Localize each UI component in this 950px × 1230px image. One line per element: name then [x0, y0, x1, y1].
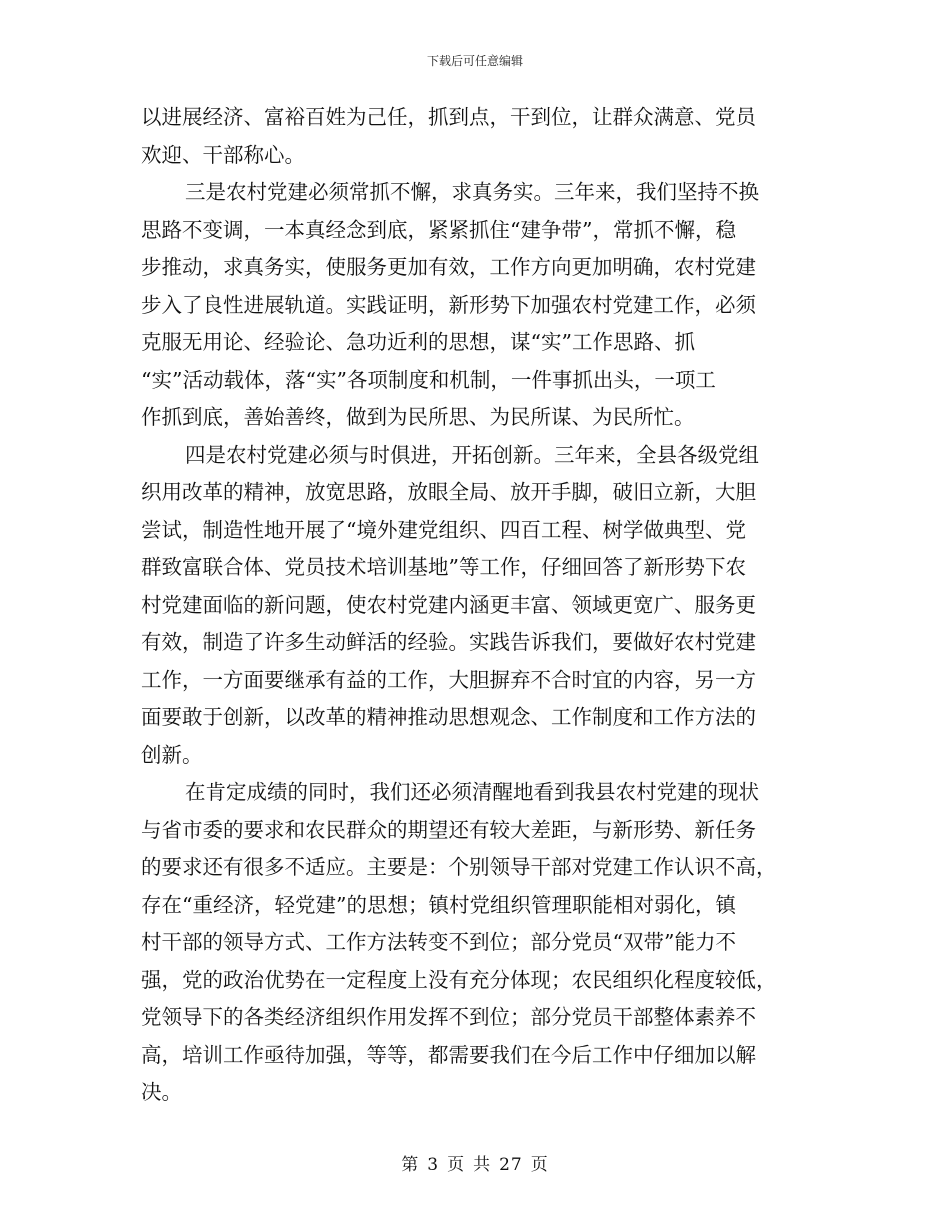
- footer-page-word: 页: [447, 1155, 466, 1175]
- text-line: 工作，一方面要继承有益的工作，大胆摒弃不合时宜的内容，另一方: [141, 667, 756, 692]
- text-line: 村党建面临的新问题，使农村党建内涵更丰富、领域更宽广、服务更: [141, 592, 756, 617]
- text-line: 步推动，求真务实，使服务更加有效，工作方向更加明确，农村党建: [141, 255, 756, 279]
- text-line: 决。: [141, 1080, 182, 1104]
- text-line: 思路不变调，一本真经念到底，紧紧抓住“建争带”，常抓不懈，稳: [141, 217, 736, 242]
- text-line: 的要求还有很多不适应。主要是：个别领导干部对党建工作认识不高，: [141, 855, 777, 879]
- total-page-count: 27: [499, 1155, 523, 1175]
- text-line: 与省市委的要求和农民群众的期望还有较大差距，与新形势、新任务: [141, 817, 756, 842]
- text-line: 面要敢于创新，以改革的精神推动思想观念、工作制度和工作方法的: [141, 705, 756, 729]
- page-number-footer: [0, 1154, 950, 1176]
- text-line: 织用改革的精神，放宽思路，放眼全局、放开手脚，破旧立新，大胆: [141, 480, 756, 504]
- text-line: 尝试，制造性地开展了“境外建党组织、四百工程、树学做典型、党: [141, 517, 746, 542]
- text-line: “实”活动载体，落“实”各项制度和机制，一件事抓出头，一项工: [141, 367, 716, 392]
- footer-prefix: 第: [401, 1155, 420, 1175]
- text-line: 克服无用论、经验论、急功近利的思想，谋“实”工作思路、抓: [141, 330, 695, 354]
- text-line: 存在“重经济，轻党建”的思想；镇村党组织管理职能相对弱化，镇: [141, 892, 736, 917]
- text-line: 以进展经济、富裕百姓为己任，抓到点，干到位，让群众满意、党员: [141, 105, 756, 129]
- text-line: 创新。: [141, 742, 203, 767]
- text-line: 有效，制造了许多生动鲜活的经验。实践告诉我们，要做好农村党建: [141, 630, 756, 654]
- footer-suffix: 页: [530, 1155, 549, 1175]
- text-line: 强，党的政治优势在一定程度上没有充分体现；农民组织化程度较低，: [141, 967, 777, 992]
- text-line: 步入了良性进展轨道。实践证明，新形势下加强农村党建工作，必须: [141, 292, 756, 317]
- text-line: 欢迎、干部称心。: [141, 142, 305, 167]
- text-line: 高，培训工作亟待加强，等等，都需要我们在今后工作中仔细加以解: [141, 1042, 756, 1067]
- page-header-note: 下载后可任意编辑: [426, 54, 523, 68]
- footer-total-word: 共: [473, 1155, 492, 1175]
- document-body: [141, 99, 808, 1112]
- text-line: 村干部的领导方式、工作方法转变不到位；部分党员“双带”能力不: [141, 930, 736, 954]
- text-line: 作抓到底，善始善终，做到为民所思、为民所谋、为民所忙。: [141, 405, 695, 429]
- text-line: 群致富联合体、党员技术培训基地”等工作，仔细回答了新形势下农: [141, 555, 746, 579]
- paragraph-start-line: 在肯定成绩的同时，我们还必须清醒地看到我县农村党建的现状: [185, 780, 759, 804]
- current-page-number: 3: [427, 1155, 440, 1175]
- text-line: 党领导下的各类经济组织作用发挥不到位；部分党员干部整体素养不: [141, 1005, 756, 1029]
- paragraph-start-line: 四是农村党建必须与时俱进，开拓创新。三年来，全县各级党组: [185, 442, 759, 467]
- paragraph-start-line: 三是农村党建必须常抓不懈，求真务实。三年来，我们坚持不换: [185, 180, 759, 204]
